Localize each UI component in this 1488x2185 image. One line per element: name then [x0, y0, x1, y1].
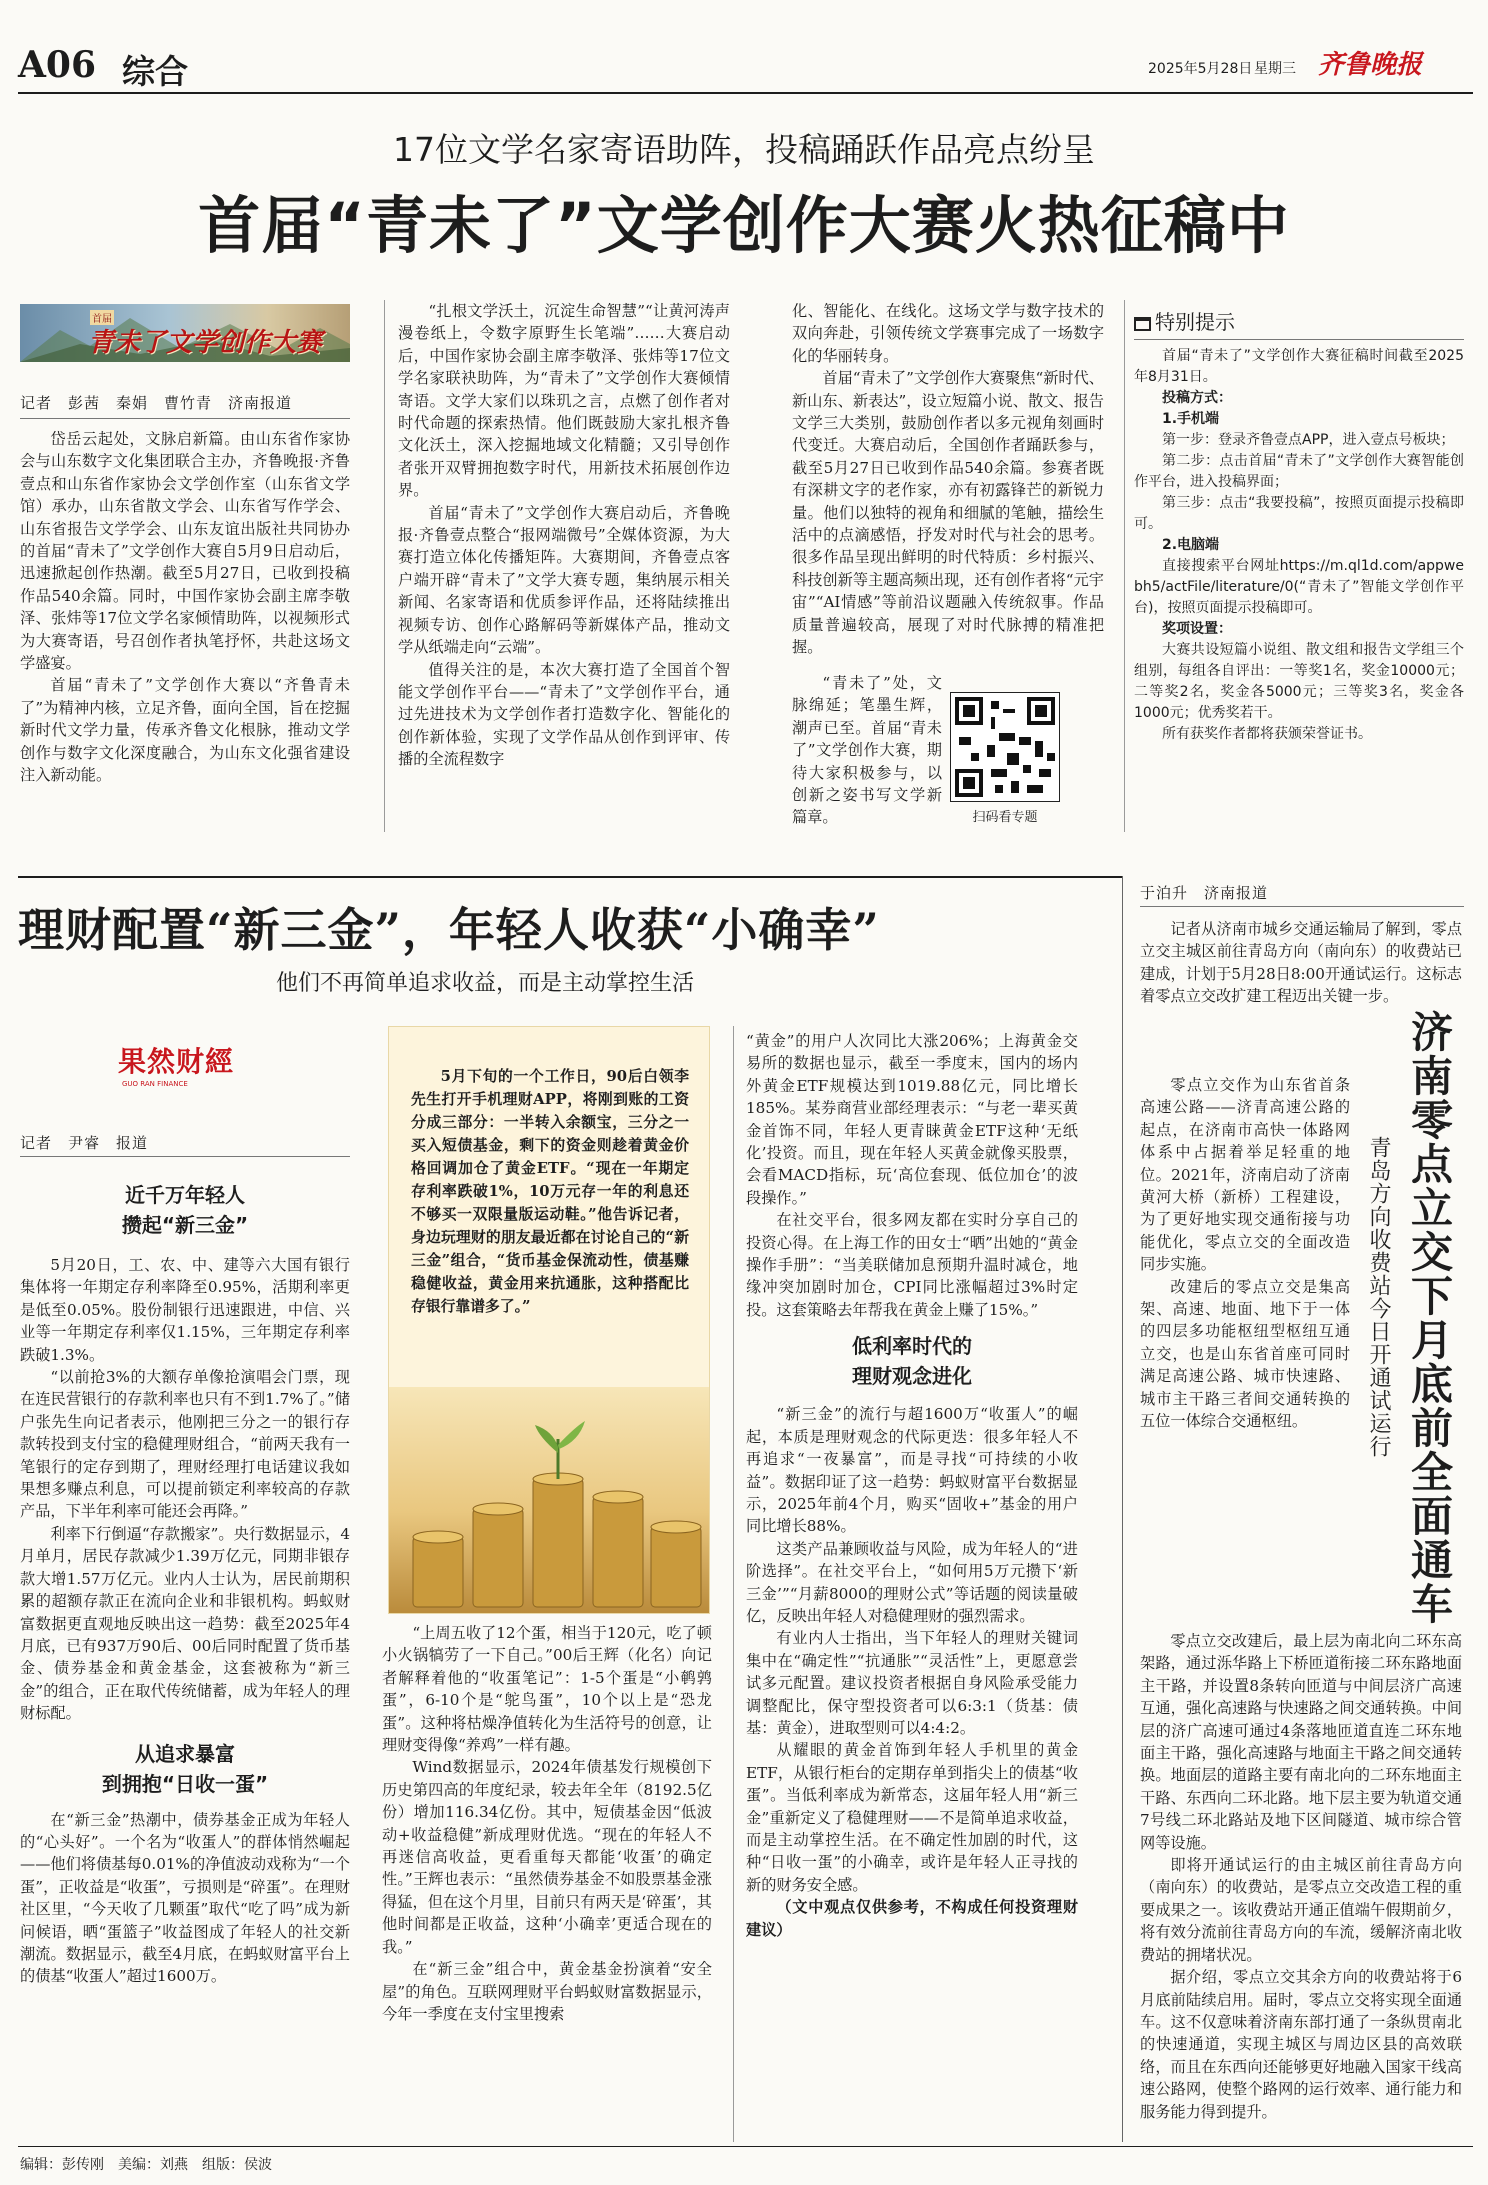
tips-title: 特别提示	[1155, 310, 1235, 334]
subhead-line: 理财观念进化	[852, 1364, 972, 1389]
article3-wide	[1140, 1630, 1462, 2123]
tips-item: 首届“青未了”文学创作大赛征稿时间截至2025年8月31日。	[1134, 348, 1464, 385]
article3-subheadline: 青岛方向收费站今日开通试运行	[1366, 1136, 1391, 1458]
article1-col2	[398, 300, 730, 771]
paragraph: 这类产品兼顾收益与风险，成为年轻人的“进阶选择”。在社交平台上，“如何用5万元攒下‘新三金’”“月薪8000的理财公式”等话题的阅读量破亿，反映出年轻人对稳健理财的强烈需求。	[746, 1539, 1078, 1625]
header-rule	[18, 92, 1473, 94]
article2-byline: 记者 尹睿 报道	[20, 1134, 149, 1152]
paragraph: 有业内人士指出，当下年轻人的理财关键词集中在“确定性”“抗通胀”“灵活性”上，更愿意尝试多元配置。建议投资者根据自身风险承受能力调整配比，保守型投资者可以6:3:1（货基：债基：黄金），进取型则可以4:4:2。	[746, 1629, 1078, 1737]
article3-narrow	[1140, 1074, 1350, 1433]
editor-credits: 编辑：彭传刚 美编：刘燕 组版：侯波	[20, 2157, 272, 2173]
subhead-line: 攒起“新三金”	[121, 1213, 249, 1237]
article1-col1	[20, 428, 350, 787]
note-icon	[1134, 317, 1151, 331]
paragraph: “上周五收了12个蛋，相当于120元，吃了顿小火锅犒劳了一下自己。”00后王辉（化名）向记者解释着他的“收蛋笔记”：1-5个蛋是“小鹌鹑蛋”，6-10个是“鸵鸟蛋”，10个以上是“恐龙蛋”。这种将枯燥净值转化为生活符号的创意，让理财变得像“养鸡”一样有趣。	[382, 1624, 712, 1755]
column-divider	[1124, 300, 1125, 832]
tips-heading	[1134, 306, 1464, 335]
byline-rule	[1140, 906, 1464, 907]
tips-rule	[1134, 339, 1464, 340]
coins-photo	[389, 1387, 710, 1614]
coin-stack-icon	[389, 1387, 710, 1614]
article1-col3	[792, 300, 1104, 659]
article2-subhead1	[20, 1180, 350, 1240]
paragraph: 值得关注的是，本次大赛打造了全国首个智能文学创作平台——“青未了”文学创作平台，通过先进技术为文学创作者打造数字化、智能化的创作新体验，实现了文学作品从创作到评审、传播的全流程数字	[398, 660, 730, 769]
section-rule	[18, 876, 1122, 878]
paragraph: “新三金”的流行与超1600万“收蛋人”的崛起，本质是理财观念的代际更迭：很多年轻人不再追求“一夜暴富”，而是寻找“可持续的小收益”。数据印证了这一趋势：蚂蚁财富平台数据显示，2025年前4个月，购买“固收+”基金的用户同比增长88%。	[746, 1405, 1078, 1536]
subhead-line: 低利率时代的	[852, 1334, 972, 1359]
paper-logo: 齐鲁晚报	[1318, 50, 1423, 80]
paragraph: 据介绍，零点立交其余方向的收费站将于6月底前陆续启用。届时，零点立交将实现全面通车。这不仅意味着济南东部打通了一条纵贯南北的快速通道，实现主城区与周边区县的高效联络，而且在东西向还能够更好地融入国家干线高速公路网，使整个路网的运行效率、通行能力和服务能力得到提升。	[1140, 1968, 1462, 2121]
column-divider	[733, 1026, 734, 2142]
paragraph: 改建后的零点立交是集高架、高速、地面、地下于一体的四层多功能枢纽型枢纽互通立交，也是山东省首座可同时满足高速公路、城市快速路、城市主干路三者间交通转换的五位一体综合交通枢纽。	[1140, 1277, 1350, 1431]
paragraph: 零点立交作为山东省首条高速公路——济青高速公路的起点，在济南市高快一体路网体系中占据着举足轻重的地位。2021年，济南启动了济南黄河大桥（新桥）工程建设，为了更好地实现交通衔接与功能优化，零点立交的全面改造同步实施。	[1140, 1076, 1350, 1274]
qr-code[interactable]	[950, 692, 1060, 802]
paragraph: 零点立交改建后，最上层为南北向二环东高架路，通过泺华路上下桥匝道衔接二环东路地面主干路，并设置8条转向匝道与中间层济广高速互通，强化高速路与快速路之间交通转换。中间层的济广高速可通过4条落地匝道直连二环东地面主干路，强化高速路与地面主干路之间交通转换。地面层的道路主要有南北向的二环东地面主干路、东西向二环北路。地下层主要为轨道交通7号线二环北路站及地下区间隧道、城市综合管网等设施。	[1140, 1632, 1462, 1852]
tips-item: 所有获奖作者都将获颁荣誉证书。	[1162, 726, 1372, 742]
tips-item: 直接搜索平台网址https://m.ql1d.com/appwebh5/actFile/literature/0(“青未了”智能文学创作平台)，按照页面提示投稿即可。	[1134, 558, 1464, 616]
paragraph: 即将开通试运行的由主城区前往青岛方向（南向东）的收费站，是零点立交改造工程的重要成果之一。该收费站开通正值端午假期前夕，将有效分流前往青岛方向的车流，缓解济南北收费站的拥堵状况。	[1140, 1856, 1462, 1964]
paragraph: 在社交平台，很多网友都在实时分享自己的投资心得。在上海工作的田女士“晒”出她的“黄金操作手册”：“当美联储加息预期升温时减仓，地缘冲突加剧时加仓，CPI同比涨幅超过3%时定投。这套策略去年帮我在黄金上赚了15%。”	[746, 1211, 1078, 1319]
qr-caption: 扫码看专题	[972, 810, 1038, 825]
paragraph: 记者从济南市城乡交通运输局了解到，零点立交主城区前往青岛方向（南向东）的收费站已建成，计划于5月28日8:00开通试运行。这标志着零点立交改扩建工程迈出关键一步。	[1140, 920, 1462, 1006]
issue-date: 2025年5月28日	[1148, 61, 1253, 77]
subhead-line: 到拥抱“日收一蛋”	[101, 1771, 269, 1796]
column-logo-sub: GUO RAN FINANCE	[122, 1080, 188, 1088]
contest-banner	[20, 304, 350, 362]
paragraph: “以前抢3%的大额存单像抢演唱会门票，现在连民营银行的存款利率也只有不到1.7%了。”储户张先生向记者表示，他刚把三分之一的银行存款转投到支付宝的稳健理财组合，“前两天我有一笔银行的定存到期了，理财经理打电话建议我如果想多赚点利息，可以提前锁定利率较高的存款产品，下半年利率可能还会再降。”	[20, 1368, 350, 1521]
quote-box	[388, 1026, 710, 1614]
disclaimer: （文中观点仅供参考，不构成任何投资理财建议）	[746, 1898, 1078, 1939]
footer-rule	[18, 2146, 1473, 2147]
paragraph: “青未了”处，文脉绵延；笔墨生辉，潮声已至。首届“青未了”文学创作大赛，期待大家积极参与，以创新之姿书写文学新篇章。	[792, 674, 942, 827]
subhead-line: 近千万年轻人	[125, 1183, 245, 1207]
article2-col1	[20, 1172, 350, 1988]
paragraph: 从耀眼的黄金首饰到年轻人手机里的黄金ETF，从银行柜台的定期存单到指尖上的债基“收蛋”。当低利率成为新常态，这届年轻人用“新三金”重新定义了稳健理财——不是简单追求收益，而是主动掌控生活。在不确定性加剧的时代，这种“日收一蛋”的小确幸，或许是年轻人正寻找的新的财务安全感。	[746, 1741, 1078, 1894]
paragraph: 首届“青未了”文学创作大赛启动后，齐鲁晚报·齐鲁壹点整合“报网端微号”全媒体资源，为大赛打造立体化传播矩阵。大赛期间，齐鲁壹点客户端开辟“青未了”文学大赛专题，集纳展示相关新闻、名家寄语和优质参评作品，还将陆续推出视频专访、创作心路解码等新媒体产品，推动文学从纸端走向“云端”。	[398, 503, 730, 657]
article3-byline: 于泊升 济南报道	[1140, 884, 1269, 902]
section-name: 综合	[122, 52, 188, 91]
paragraph: “扎根文学沃土，沉淀生命智慧”“让黄河涛声漫卷纸上，令数字原野生长笔端”……大赛启动后，中国作家协会副主席李敬泽、张炜等17位文学名家联袂助阵，为“青未了”文学创作大赛倾情寄语。文学大家们以珠玑之言，点燃了创作者对时代命题的探索热情。他们既鼓励大家扎根齐鲁文化沃土，深入挖掘地域文化精髓；又引导创作者张开双臂拥抱数字时代，用新技术拓展创作边界。	[398, 302, 730, 500]
paragraph: “黄金”的用户人次同比大涨206%；上海黄金交易所的数据也显示，截至一季度末，国内的场内外黄金ETF规模达到1019.88亿元，同比增长185%。某券商营业部经理表示：“与老一辈买黄金首饰不同，年轻人更青睐黄金ETF这种‘无纸化’投资。而且，现在年轻人买黄金就像买股票，会看MACD指标，玩‘高位套现、低位加仓’的波段操作。”	[746, 1032, 1078, 1207]
qr-code-icon	[951, 693, 1059, 801]
column-logo-text: 果然财經	[118, 1045, 235, 1078]
tips-item: 第二步：点击首届“青未了”文学创作大赛智能创作平台，进入投稿界面；	[1134, 453, 1464, 490]
article2-subhead2	[20, 1739, 350, 1799]
paragraph: 岱岳云起处，文脉启新篇。由山东省作家协会与山东数字文化集团联合主办，齐鲁晚报·齐鲁壹点和山东省作家协会文学创作室（山东省文学馆）承办，山东省散文学会、山东省写作学会、山东省报告文学学会、山东友谊出版社共同协办的首届“青未了”文学创作大赛自5月9日启动后，迅速掀起创作热潮。截至5月27日，已收到投稿作品540余篇。同时，中国作家协会副主席李敬泽、张炜等17位文学名家倾情助阵，以视频形式为大赛寄语，号召创作者执笔抒怀，共赴这场文学盛宴。	[20, 430, 350, 673]
paragraph: 首届“青未了”文学创作大赛聚焦“新时代、新山东、新表达”，设立短篇小说、散文、报告文学三大类别，鼓励创作者以多元视角刻画时代变迁。大赛启动后，全国创作者踊跃参与，截至5月27日已收到作品540余篇。参赛者既有深耕文字的老作家，亦有初露锋芒的新锐力量。他们以独特的视角和细腻的笔触，描绘生活中的点滴感悟，抒发对时代与社会的思考。很多作品呈现出鲜明的时代特质：乡村振兴、科技创新等主题高频出现，还有创作者将“元宇宙”“AI情感”等前沿议题融入传统叙事。作品质量普遍较高，展现了对时代脉搏的精准把握。	[792, 369, 1104, 657]
tips-item: 1.手机端	[1162, 411, 1220, 427]
banner-small-label: 首届	[90, 310, 114, 325]
article2-headline: 理财配置“新三金”，年轻人收获“小确幸”	[18, 903, 880, 957]
paragraph: 利率下行倒逼“存款搬家”。央行数据显示，4月单月，居民存款减少1.39万亿元，同期非银存款大增1.57万亿元。业内人士认为，居民前期积累的超额存款正在流向企业和非银机构。蚂蚁财富数据更直观地反映出这一趋势：截至2025年4月底，已有937万90后、00后同时配置了货币基金、债券基金和黄金基金，这套被称为“新三金”的组合，正在取代传统储蓄，成为年轻人的理财标配。	[20, 1524, 350, 1723]
column-divider	[384, 300, 385, 832]
article2-col2	[382, 1622, 712, 2025]
paragraph: Wind数据显示，2024年债基发行规模创下历史第四高的年度纪录，较去年全年（8192.5亿份）增加116.34亿份。其中，短债基金因“低波动+收益稳健”新成理财优选。“现在的年轻人不再迷信高收益，更看重每天都能‘收蛋’的确定性。”王辉也表示：“虽然债券基金不如股票基金涨得猛，但在这个月里，目前只有两天是‘碎蛋’，其他时间都是正收益，这种‘小确幸’更适合现在的我。”	[382, 1758, 712, 1956]
article2-col3	[746, 1030, 1078, 1941]
article1-byline: 记者 彭茜 秦娟 曹竹青 济南报道	[20, 394, 293, 412]
column-logo	[118, 1040, 288, 1088]
page-number: A06	[18, 44, 97, 86]
article3-headline: 济南零点立交下月底前全面通车	[1405, 1010, 1454, 1626]
tips-box	[1134, 306, 1464, 745]
paragraph: 5月20日，工、农、中、建等六大国有银行集体将一年期定存利率降至0.95%，活期利率更是低至0.05%。股份制银行迅速跟进，中信、兴业等一年期定存利率仅1.15%，三年期定存利率跌破1.3%。	[20, 1256, 350, 1364]
tips-list	[1134, 346, 1464, 745]
byline-rule	[20, 1156, 350, 1157]
paragraph: 在“新三金”热潮中，债券基金正成为年轻人的“心头好”。一个名为“收蛋人”的群体悄然崛起——他们将债基每0.01%的净值波动戏称为“一个蛋”，正收益是“收蛋”，亏损则是“碎蛋”。在理财社区里，“今天收了几颗蛋”取代“吃了吗”成为新问候语，晒“蛋篮子”收益图成了年轻人的社交新潮流。数据显示，截至4月底，在蚂蚁财富平台上的债基“收蛋人”超过1600万。	[20, 1810, 350, 1986]
tips-item: 奖项设置：	[1162, 621, 1232, 637]
article2-subheadline: 他们不再简单追求收益，而是主动掌控生活	[276, 971, 695, 996]
article1-headline: 首届“青未了”文学创作大赛火热征稿中	[198, 189, 1290, 262]
tips-item: 第一步：登录齐鲁壹点APP，进入壹点号板块；	[1162, 432, 1455, 448]
page-header	[18, 44, 1473, 92]
paragraph: 首届“青未了”文学创作大赛以“齐鲁青未了”为精神内核，立足齐鲁，面向全国，旨在挖掘新时代文学力量，传承齐鲁文化根脉，推动文学创作与数字文化深度融合，为山东文化强省建设注入新动能。	[20, 676, 350, 785]
column-divider	[1122, 876, 1123, 2142]
article1-kicker: 17位文学名家寄语助阵，投稿踊跃作品亮点纷呈	[393, 130, 1095, 169]
tips-item: 投稿方式：	[1162, 390, 1232, 406]
issue-weekday: 星期三	[1254, 61, 1296, 77]
article2-subhead3	[746, 1331, 1078, 1391]
tips-item: 2.电脑端	[1162, 537, 1220, 553]
byline-rule	[20, 418, 350, 419]
subhead-line: 从追求暴富	[135, 1741, 235, 1766]
paragraph: 化、智能化、在线化。这场文学与数字技术的双向奔赴，引领传统文学赛事完成了一场数字化的华丽转身。	[792, 302, 1104, 365]
article3-top	[1140, 918, 1462, 1008]
paragraph: 在“新三金”组合中，黄金基金扮演着“安全屋”的角色。互联网理财平台蚂蚁财富数据显示，今年一季度在支付宝里搜索	[382, 1960, 712, 2023]
quote-text: 5月下旬的一个工作日，90后白领李先生打开手机理财APP，将刚到账的工资分成三部分：一半转入余额宝，三分之一买入短债基金，剩下的资金则趁着黄金价格回调加仓了黄金ETF。“现在一年期定存利率跌破1%，10万元存一年的利息还不够买一双限量版运动鞋。”他告诉记者，身边玩理财的朋友最近都在讨论自己的“新三金”组合，“货币基金保流动性，债基赚稳健收益，黄金用来抗通胀，这种搭配比存银行靠谱多了。”	[411, 1068, 689, 1315]
tips-item: 大赛共设短篇小说组、散文组和报告文学组三个组别，每组各自评出：一等奖1名，奖金10000元；二等奖2名，奖金各5000元；三等奖3名，奖金各1000元；优秀奖若干。	[1134, 642, 1464, 721]
banner-title: 青未了文学创作大赛	[88, 328, 323, 358]
tips-item: 第三步：点击“我要投稿”，按照页面提示投稿即可。	[1134, 495, 1464, 532]
